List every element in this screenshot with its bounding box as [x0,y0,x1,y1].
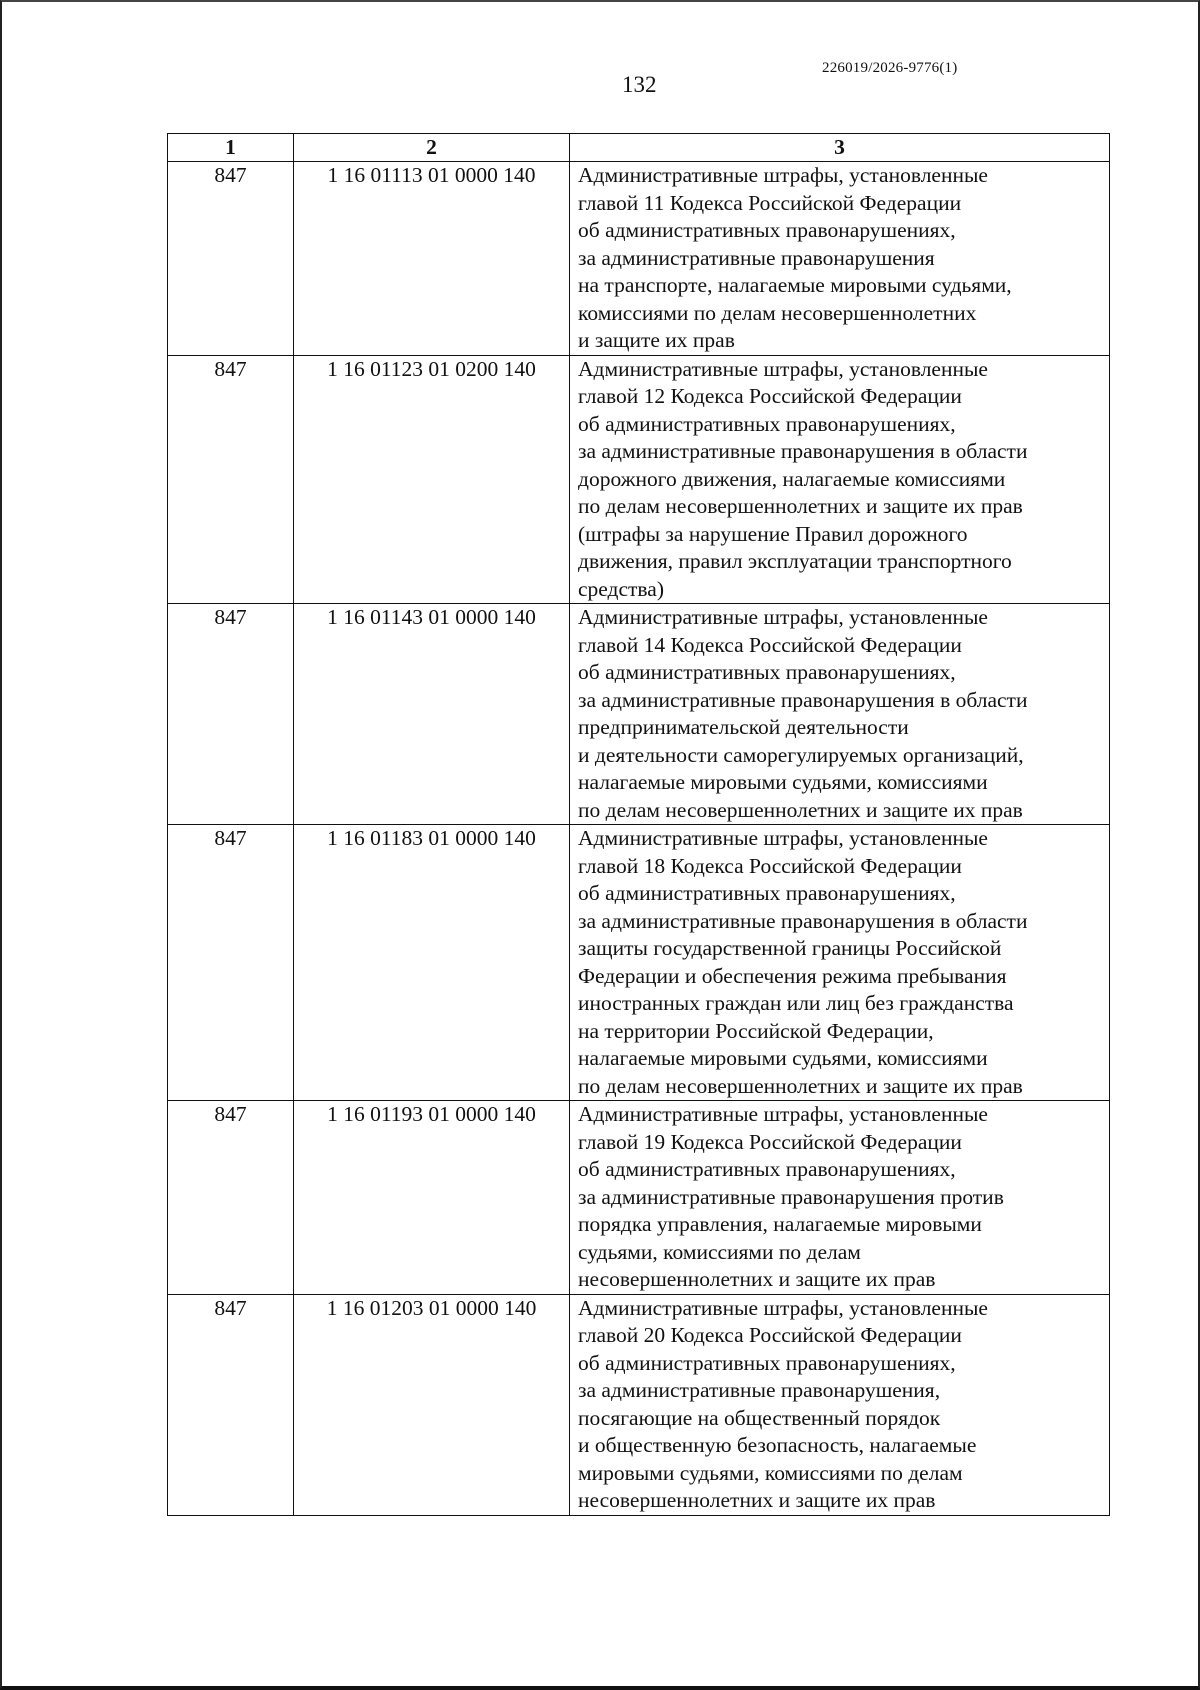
description-line: по делам несовершеннолетних и защите их прав [578,797,1023,822]
table-row [168,355,1110,604]
document-id: 226019/2026-9776(1) [822,60,958,76]
description-line: об административных правонарушениях, [578,1157,956,1181]
description-line: средства) [578,576,664,601]
description-line: налагаемые мировыми судьями, комиссиями [578,770,988,794]
description-line: за административные правонарушения против [578,1184,1004,1209]
column-header-2: 2 [294,134,570,162]
description-line: за административные правонарушения в области [578,908,1028,933]
description-line: главой 12 Кодекса Российской Федерации [578,384,962,408]
description-line: и общественную безопасность, налагаемые [578,1433,977,1457]
description-line: главой 18 Кодекса Российской Федерации [578,853,962,878]
budget-classification-code-cell: 1 16 01123 01 0200 140 [294,355,570,604]
budget-classification-code-cell: 1 16 01143 01 0000 140 [294,604,570,825]
description-line: главой 19 Кодекса Российской Федерации [578,1129,962,1154]
description-line: дорожного движения, налагаемые комиссиями [578,466,1006,491]
description-line: иностранных граждан или лиц без гражданства [578,991,1014,1015]
admin-code-cell: 847 [168,1101,294,1295]
description-line: несовершеннолетних и защите их прав [578,1267,936,1291]
description-line: Административные штрафы, установленные [578,826,988,850]
column-header-1: 1 [168,134,294,162]
description-line: и защите их прав [578,328,735,352]
description-cell [570,355,1110,604]
description-line: предпринимательской деятельности [578,715,909,739]
description-line: за административные правонарушения, [578,1378,941,1402]
budget-code-table [167,133,1110,1516]
description-cell [570,825,1110,1101]
description-line: налагаемые мировыми судьями, комиссиями [578,1046,988,1070]
description-line: главой 14 Кодекса Российской Федерации [578,632,962,657]
description-line: посягающие на общественный порядок [578,1405,941,1430]
description-line: порядка управления, налагаемые мировыми [578,1212,982,1236]
description-line: за административные правонарушения [578,245,935,270]
budget-classification-code-cell: 1 16 01183 01 0000 140 [294,825,570,1101]
description-line: об административных правонарушениях, [578,660,956,684]
description-cell [570,604,1110,825]
description-line: об административных правонарушениях, [578,218,956,242]
table-row [168,825,1110,1101]
description-line: Административные штрафы, установленные [578,1102,988,1126]
description-line: Федерации и обеспечения режима пребывания [578,963,1007,988]
table-row [168,162,1110,356]
admin-code-cell: 847 [168,604,294,825]
description-line: (штрафы за нарушение Правил дорожного [578,521,968,546]
admin-code-cell: 847 [168,355,294,604]
table-row [168,1101,1110,1295]
admin-code-cell: 847 [168,162,294,356]
description-line: за административные правонарушения в области [578,687,1028,712]
table-row [168,1294,1110,1515]
budget-classification-code-cell: 1 16 01203 01 0000 140 [294,1294,570,1515]
description-line: на транспорте, налагаемые мировыми судьями, [578,273,1012,297]
table-header-row [168,134,1110,162]
description-line: по делам несовершеннолетних и защите их прав [578,494,1023,518]
description-line: Административные штрафы, установленные [578,605,988,629]
page-number: 132 [622,72,657,97]
budget-classification-code-cell: 1 16 01193 01 0000 140 [294,1101,570,1295]
admin-code-cell: 847 [168,1294,294,1515]
table-row [168,604,1110,825]
description-line: движения, правил эксплуатации транспортного [578,549,1012,573]
description-line: по делам несовершеннолетних и защите их прав [578,1073,1023,1098]
admin-code-cell: 847 [168,825,294,1101]
description-line: главой 11 Кодекса Российской Федерации [578,190,962,215]
description-line: об административных правонарушениях, [578,1350,956,1375]
description-line: Административные штрафы, установленные [578,1295,988,1320]
description-line: и деятельности саморегулируемых организаций, [578,742,1024,767]
table-body [168,162,1110,1516]
description-line: защиты государственной границы Российской [578,936,1002,960]
description-line: комиссиями по делам несовершеннолетних [578,300,977,325]
column-header-3: 3 [570,134,1110,162]
description-line: главой 20 Кодекса Российской Федерации [578,1323,962,1347]
description-line: об административных правонарушениях, [578,881,956,905]
description-line: Административные штрафы, установленные [578,356,988,381]
description-line: мировыми судьями, комиссиями по делам [578,1460,963,1485]
description-line: несовершеннолетних и защите их прав [578,1488,936,1512]
budget-classification-code-cell: 1 16 01113 01 0000 140 [294,162,570,356]
description-line: об административных правонарушениях, [578,411,956,436]
description-line: судьями, комиссиями по делам [578,1239,861,1264]
description-line: на территории Российской Федерации, [578,1018,934,1043]
description-cell [570,1101,1110,1295]
description-line: за административные правонарушения в области [578,439,1028,463]
description-cell [570,162,1110,356]
description-line: Административные штрафы, установленные [578,163,988,187]
description-cell [570,1294,1110,1515]
